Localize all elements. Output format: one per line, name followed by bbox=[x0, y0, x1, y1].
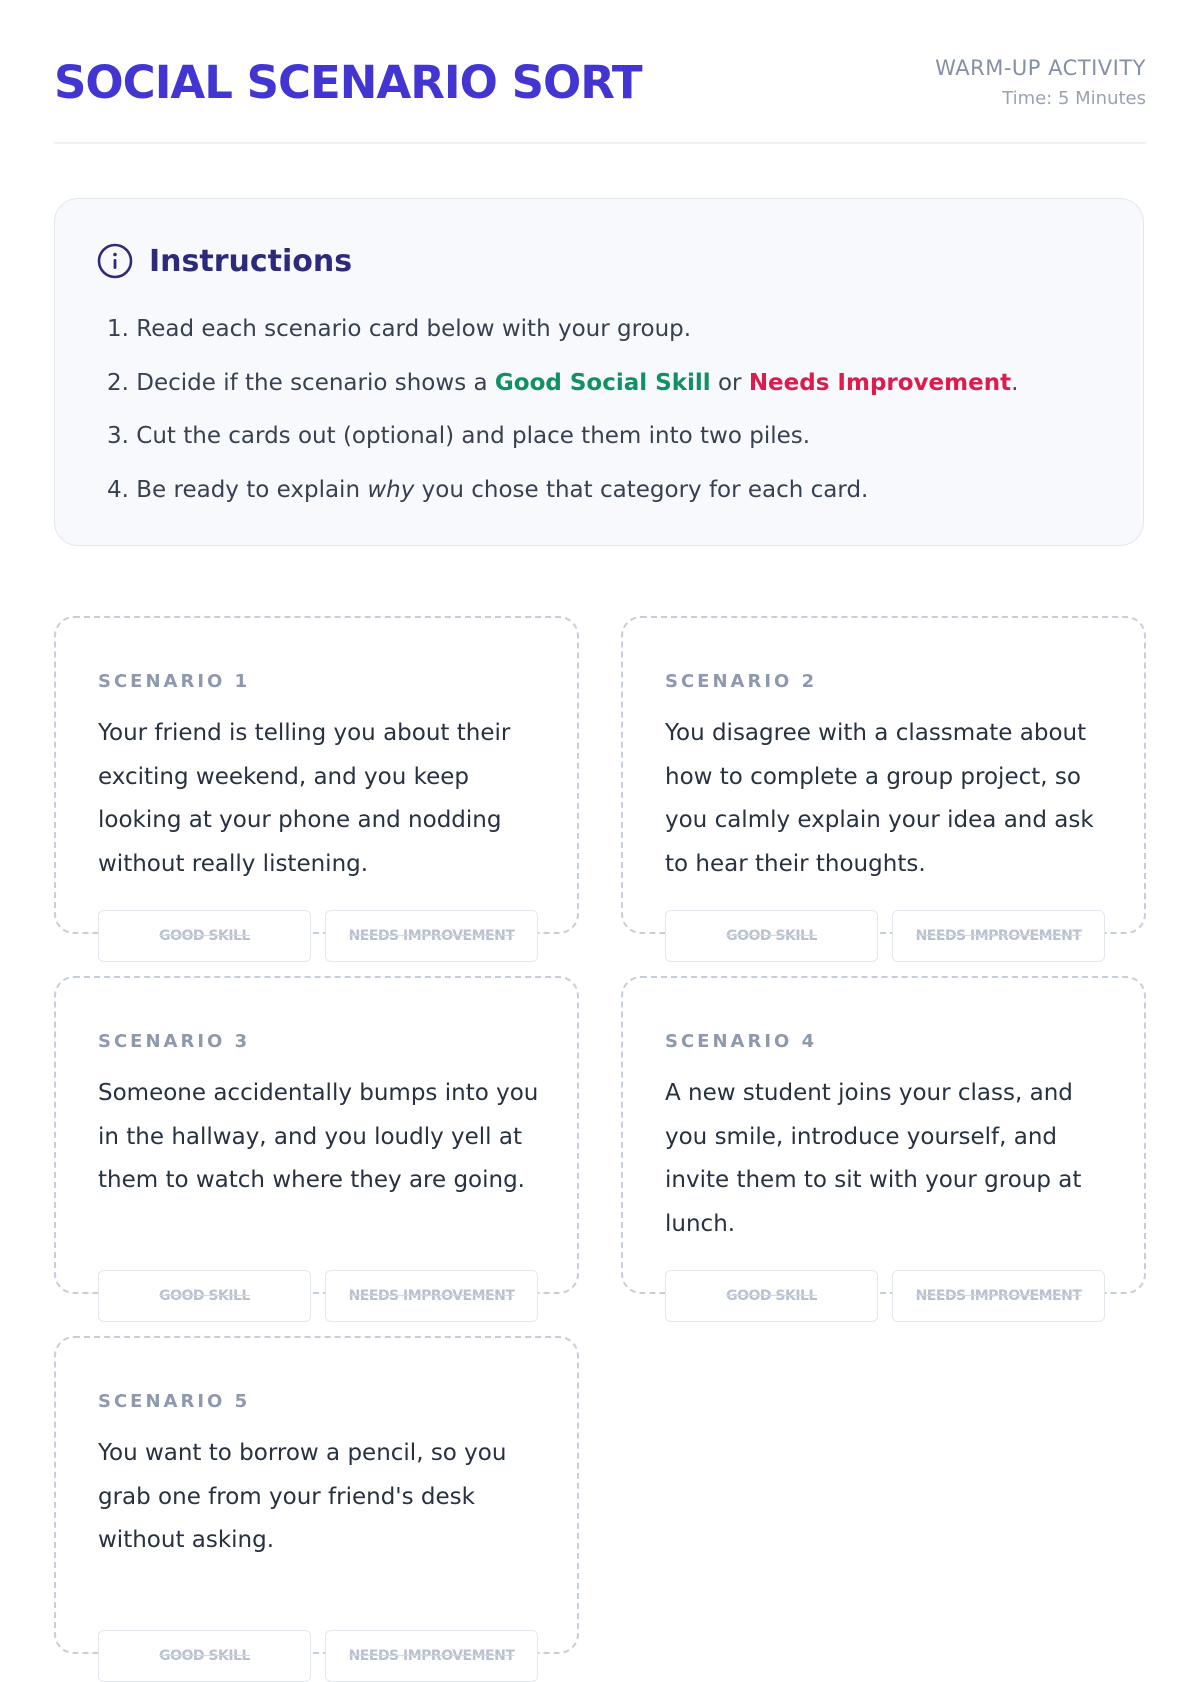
scenario-text: Your friend is telling you about their exciting weekend, and you keep looking at your phone and nodding without really listening. bbox=[98, 720, 511, 877]
good-social-skill-term: Good Social Skill bbox=[494, 369, 711, 396]
page-header bbox=[54, 50, 1146, 144]
scenario-text: You disagree with a classmate about how to complete a group project, so you calmly explain your idea and ask to hear their thoughts. bbox=[665, 720, 1094, 877]
needs-improvement-button[interactable]: NEEDS IMPROVEMENT bbox=[325, 1630, 538, 1682]
instruction-step-4 bbox=[107, 464, 1018, 518]
good-skill-button[interactable]: GOOD SKILL bbox=[665, 1270, 878, 1322]
activity-info bbox=[935, 56, 1146, 109]
good-skill-button[interactable]: GOOD SKILL bbox=[665, 910, 878, 962]
good-skill-button[interactable]: GOOD SKILL bbox=[98, 1270, 311, 1322]
scenario-label: SCENARIO 3 bbox=[98, 1031, 251, 1052]
activity-label: WARM-UP ACTIVITY bbox=[935, 56, 1146, 80]
scenario-card-5[interactable] bbox=[54, 1336, 579, 1664]
scenario-text: Someone accidentally bumps into you in the hallway, and you loudly yell at them to watch where they are going. bbox=[98, 1080, 539, 1193]
instruction-emphasis: why bbox=[367, 476, 415, 503]
page-title: SOCIAL SCENARIO SORT bbox=[54, 56, 642, 109]
instruction-step-1 bbox=[107, 303, 1018, 357]
instructions-panel bbox=[54, 198, 1144, 546]
scenario-text: You want to borrow a pencil, so you grab one from your friend's desk without asking. bbox=[98, 1440, 507, 1553]
instructions-list bbox=[107, 303, 1018, 517]
info-icon bbox=[97, 243, 133, 279]
scenario-card-2[interactable] bbox=[621, 616, 1146, 944]
worksheet-page bbox=[54, 0, 1146, 1664]
instruction-step-2-text: 2. Decide if the scenario shows a bbox=[107, 369, 495, 396]
scenario-label: SCENARIO 2 bbox=[665, 671, 818, 692]
good-skill-button[interactable]: GOOD SKILL bbox=[98, 910, 311, 962]
scenario-card-3[interactable] bbox=[54, 976, 579, 1304]
instruction-step-3 bbox=[107, 410, 1018, 464]
scenario-label: SCENARIO 1 bbox=[98, 671, 251, 692]
scenario-card-1[interactable] bbox=[54, 616, 579, 944]
scenario-text: A new student joins your class, and you smile, introduce yourself, and invite them to sit with your group at lunch. bbox=[665, 1080, 1082, 1237]
instruction-step-1-text: 1. Read each scenario card below with your group. bbox=[107, 316, 692, 342]
instruction-step-4-end: you chose that category for each card. bbox=[414, 476, 869, 503]
instructions-heading bbox=[97, 241, 352, 281]
scenario-label: SCENARIO 5 bbox=[98, 1391, 251, 1412]
needs-improvement-button[interactable]: NEEDS IMPROVEMENT bbox=[325, 910, 538, 962]
instruction-step-2-end: . bbox=[1011, 369, 1019, 396]
instruction-step-2 bbox=[107, 357, 1018, 411]
instruction-step-2-connector: or bbox=[710, 369, 749, 396]
activity-time: Time: 5 Minutes bbox=[1002, 88, 1146, 109]
needs-improvement-button[interactable]: NEEDS IMPROVEMENT bbox=[892, 1270, 1105, 1322]
scenario-card-4[interactable] bbox=[621, 976, 1146, 1304]
needs-improvement-term: Needs Improvement bbox=[748, 369, 1012, 396]
instruction-step-4-text: 4. Be ready to explain bbox=[107, 476, 368, 503]
needs-improvement-button[interactable]: NEEDS IMPROVEMENT bbox=[892, 910, 1105, 962]
needs-improvement-button[interactable]: NEEDS IMPROVEMENT bbox=[325, 1270, 538, 1322]
instruction-step-3-text: 3. Cut the cards out (optional) and place them into two piles. bbox=[107, 423, 811, 449]
instructions-title: Instructions bbox=[149, 243, 353, 279]
scenario-label: SCENARIO 4 bbox=[665, 1031, 818, 1052]
good-skill-button[interactable]: GOOD SKILL bbox=[98, 1630, 311, 1682]
